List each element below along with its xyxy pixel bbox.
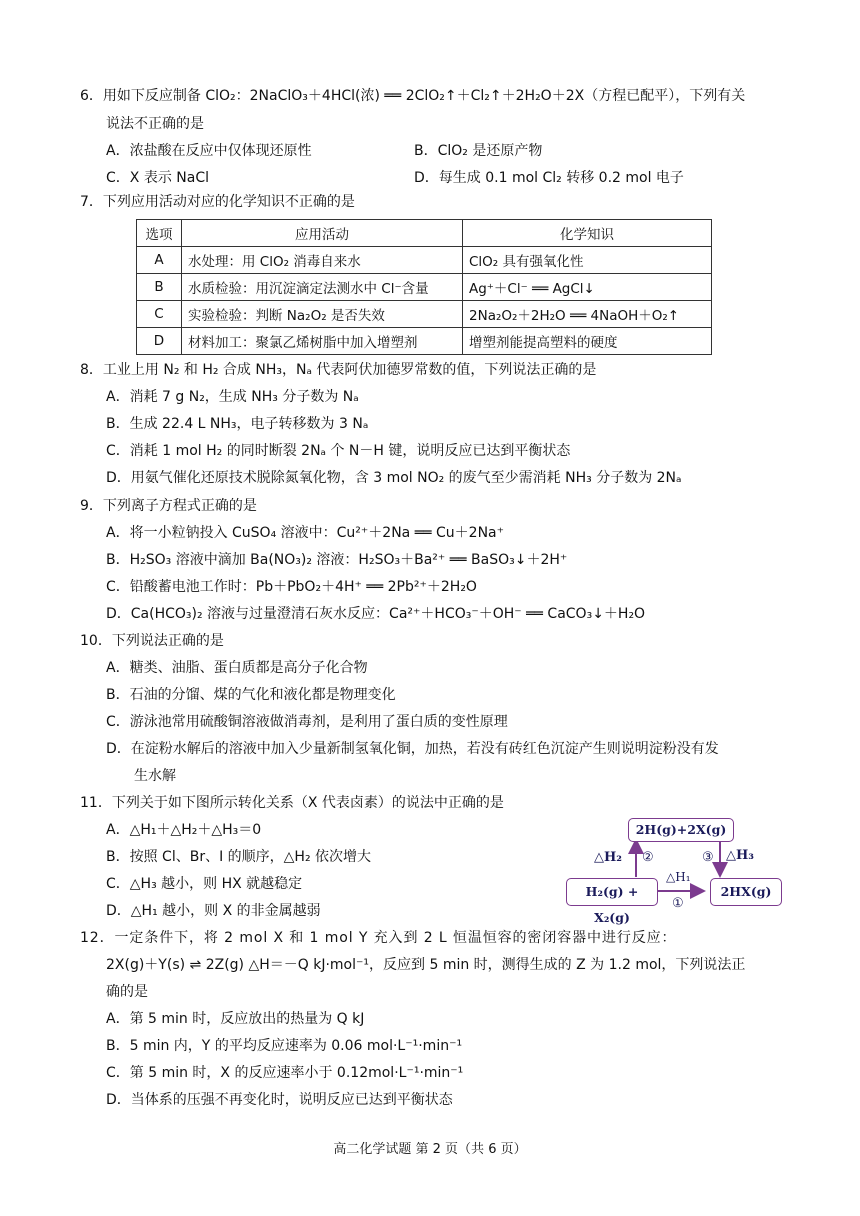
q6-stem-cont: 说法不正确的是 <box>106 116 204 132</box>
q9-option-b: B．H₂SO₃ 溶液中滴加 Ba(NO₃)₂ 溶液：H₂SO₃＋Ba²⁺ ══ BaSO₃↓＋2H⁺ <box>106 552 568 568</box>
table-cell: 水处理：用 ClO₂ 消毒自来水 <box>182 247 463 274</box>
page-footer: 高二化学试题 第 2 页（共 6 页） <box>333 1142 527 1157</box>
q10-option-c: C．游泳池常用硫酸铜溶液做消毒剂，是利用了蛋白质的变性原理 <box>106 714 508 730</box>
table-header-cell: 选项 <box>137 220 182 247</box>
q12-option-a: A．第 5 min 时，反应放出的热量为 Q kJ <box>106 1011 365 1027</box>
q12-stem: 12．一定条件下，将 2 mol X 和 1 mol Y 充入到 2 L 恒温恒容的密闭容器中进行反应： <box>80 930 677 946</box>
q11-option-a: A．△H₁＋△H₂＋△H₃＝0 <box>106 822 262 838</box>
table-row <box>137 247 712 274</box>
q6-option-c: C．X 表示 NaCl <box>106 170 209 186</box>
q10-option-b: B．石油的分馏、煤的气化和液化都是物理变化 <box>106 687 396 703</box>
q8-stem: 8．工业上用 N₂ 和 H₂ 合成 NH₃，Nₐ 代表阿伏加德罗常数的值，下列说法正确的是 <box>80 362 597 378</box>
table-cell: 2Na₂O₂＋2H₂O ══ 4NaOH＋O₂↑ <box>463 301 712 328</box>
table-cell: C <box>137 301 182 328</box>
q11-option-d: D．△H₁ 越小，则 X 的非金属越弱 <box>106 903 321 919</box>
table-header-row <box>137 220 712 247</box>
diagram-dh1-label: △H₁ <box>666 870 691 884</box>
q8-option-d: D．用氨气催化还原技术脱除氮氧化物，含 3 mol NO₂ 的废气至少需消耗 NH₃ 分子数为 2Nₐ <box>106 470 682 486</box>
q7-table <box>136 219 712 355</box>
table-cell: 增塑剂能提高塑料的硬度 <box>463 328 712 355</box>
q8-option-a: A．消耗 7 g N₂，生成 NH₃ 分子数为 Nₐ <box>106 389 359 405</box>
q6-option-d: D．每生成 0.1 mol Cl₂ 转移 0.2 mol 电子 <box>414 170 684 186</box>
q10-stem: 10．下列说法正确的是 <box>80 633 224 649</box>
q12-option-c: C．第 5 min 时，X 的反应速率小于 0.12mol·L⁻¹·min⁻¹ <box>106 1065 464 1081</box>
energy-cycle-diagram <box>560 810 800 925</box>
table-row <box>137 301 712 328</box>
q9-option-c: C．铅酸蓄电池工作时：Pb＋PbO₂＋4H⁺ ══ 2Pb²⁺＋2H₂O <box>106 579 477 595</box>
diagram-dh3-label: △H₃ <box>726 848 754 863</box>
q6-option-a: A．浓盐酸在反应中仅体现还原性 <box>106 143 312 159</box>
q8-option-b: B．生成 22.4 L NH₃，电子转移数为 3 Nₐ <box>106 416 369 432</box>
diagram-n2-label: ② <box>642 850 654 865</box>
q11-stem: 11．下列关于如下图所示转化关系（X 代表卤素）的说法中正确的是 <box>80 795 504 811</box>
table-cell: B <box>137 274 182 301</box>
q11-option-c: C．△H₃ 越小，则 HX 就越稳定 <box>106 876 303 892</box>
diagram-top-box: 2H(g)+2X(g) <box>628 818 734 842</box>
diagram-dh2-label: △H₂ <box>594 850 622 865</box>
table-cell: ClO₂ 具有强氧化性 <box>463 247 712 274</box>
table-cell: A <box>137 247 182 274</box>
diagram-n3-label: ③ <box>702 850 714 865</box>
table-header-cell: 化学知识 <box>463 220 712 247</box>
q6-option-b: B．ClO₂ 是还原产物 <box>414 143 543 159</box>
q12-stem-cont2: 确的是 <box>106 984 148 1000</box>
q10-option-a: A．糖类、油脂、蛋白质都是高分子化合物 <box>106 660 368 676</box>
q8-option-c: C．消耗 1 mol H₂ 的同时断裂 2Nₐ 个 N－H 键，说明反应已达到平衡状态 <box>106 443 571 459</box>
q9-stem: 9．下列离子方程式正确的是 <box>80 498 257 514</box>
q12-stem-cont: 2X(g)＋Y(s) ⇌ 2Z(g) △H＝－Q kJ·mol⁻¹，反应到 5 min 时，测得生成的 Z 为 1.2 mol，下列说法正 <box>106 957 746 973</box>
table-row <box>137 274 712 301</box>
diagram-left-box: H₂(g) + X₂(g) <box>566 878 658 906</box>
table-cell: 材料加工：聚氯乙烯树脂中加入增塑剂 <box>182 328 463 355</box>
q12-option-b: B．5 min 内，Y 的平均反应速率为 0.06 mol·L⁻¹·min⁻¹ <box>106 1038 463 1054</box>
q9-option-d: D．Ca(HCO₃)₂ 溶液与过量澄清石灰水反应：Ca²⁺＋HCO₃⁻＋OH⁻ ══ CaCO₃↓＋H₂O <box>106 606 646 622</box>
q6-stem: 6．用如下反应制备 ClO₂：2NaClO₃＋4HCl(浓) ══ 2ClO₂↑＋Cl₂↑＋2H₂O＋2X（方程已配平），下列有关 <box>80 88 746 104</box>
table-header-cell: 应用活动 <box>182 220 463 247</box>
diagram-n1-label: ① <box>672 896 684 911</box>
diagram-right-box: 2HX(g) <box>710 878 782 906</box>
q9-option-a: A．将一小粒钠投入 CuSO₄ 溶液中：Cu²⁺＋2Na ══ Cu＋2Na⁺ <box>106 525 505 541</box>
q10-option-d: D．在淀粉水解后的溶液中加入少量新制氢氧化铜，加热，若没有砖红色沉淀产生则说明淀粉没有发 <box>106 741 719 757</box>
table-cell: Ag⁺＋Cl⁻ ══ AgCl↓ <box>463 274 712 301</box>
q10-option-d-cont: 生水解 <box>134 768 176 784</box>
q7-stem: 7．下列应用活动对应的化学知识不正确的是 <box>80 194 355 210</box>
table-cell: D <box>137 328 182 355</box>
table-cell: 水质检验：用沉淀滴定法测水中 Cl⁻含量 <box>182 274 463 301</box>
q11-option-b: B．按照 Cl、Br、I 的顺序，△H₂ 依次增大 <box>106 849 372 865</box>
table-row <box>137 328 712 355</box>
table-cell: 实验检验：判断 Na₂O₂ 是否失效 <box>182 301 463 328</box>
q12-option-d: D．当体系的压强不再变化时，说明反应已达到平衡状态 <box>106 1092 453 1108</box>
